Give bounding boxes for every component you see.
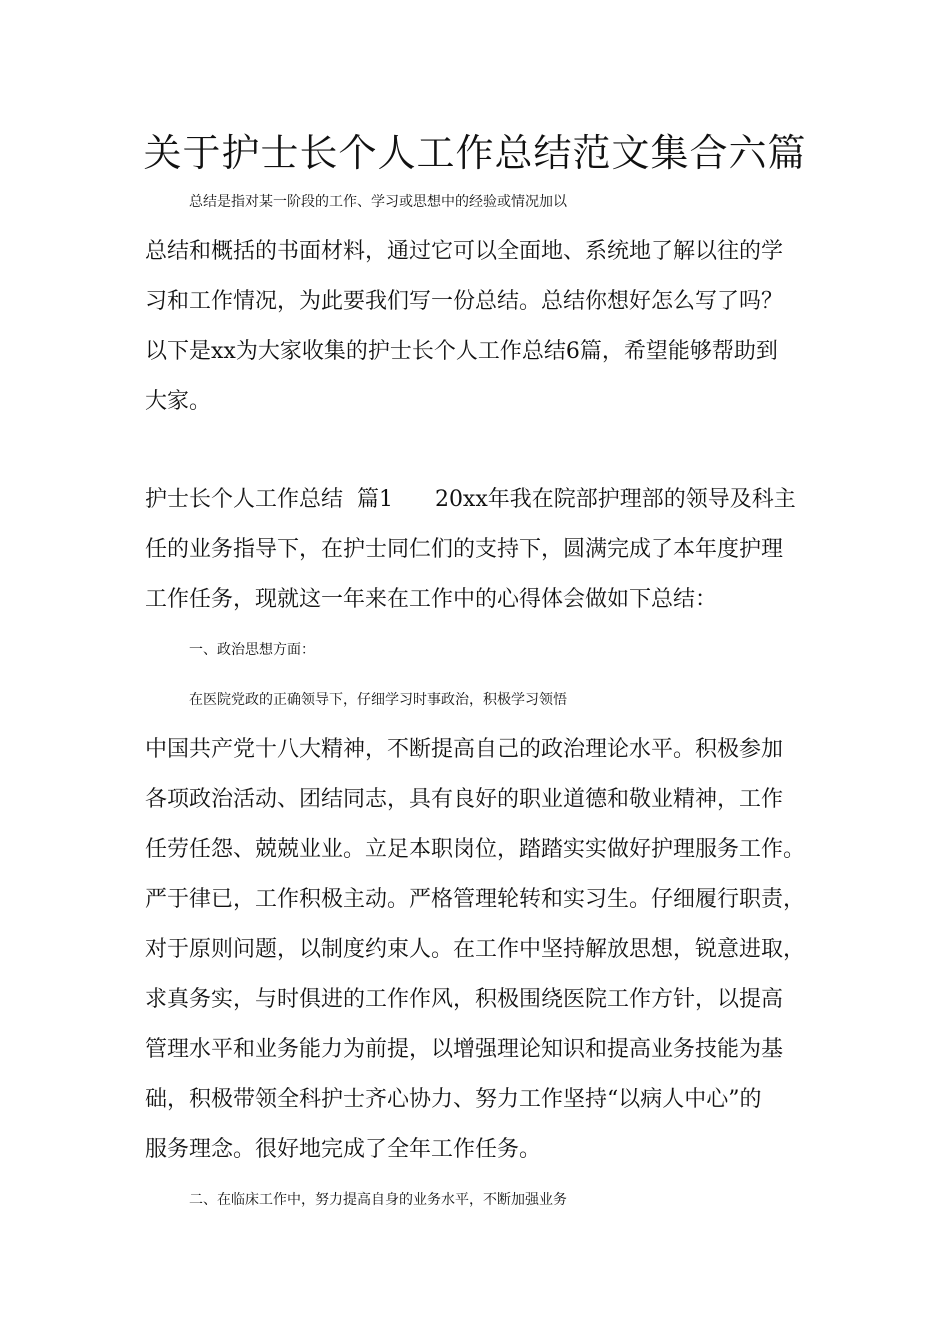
paragraph-line: 总结和概括的书面材料，通过它可以全面地、系统地了解以往的学 [145, 239, 784, 264]
paragraph-line: 大家。 [145, 389, 212, 414]
subheading-line: 一、政治思想方面： [189, 642, 315, 658]
paragraph-line: 习和工作情况，为此要我们写一份总结。总结你想好怎么写了吗？ [145, 289, 784, 314]
paragraph-line: 任劳任怨、兢兢业业。立足本职岗位，踏踏实实做好护理服务工作。 [145, 837, 806, 862]
paragraph-line: 中国共产党十八大精神，不断提高自己的政治理论水平。积极参加 [145, 737, 784, 762]
paragraph-line: 严于律已，工作积极主动。严格管理轮转和实习生。仔细履行职责， [145, 887, 806, 912]
paragraph-line: 任的业务指导下，在护士同仁们的支持下，圆满完成了本年度护理 [145, 537, 784, 562]
section-heading-line: 护士长个人工作总结 篇1 20xx年我在院部护理部的领导及科主 [145, 487, 796, 512]
paragraph-line: 各项政治活动、团结同志，具有良好的职业道德和敬业精神，工作 [145, 787, 784, 812]
paragraph-line: 服务理念。很好地完成了全年工作任务。 [145, 1137, 542, 1162]
paragraph-line: 础，积极带领全科护士齐心协力、努力工作坚持“以病人中心”的 [145, 1087, 762, 1112]
paragraph-line: 求真务实，与时俱进的工作作风，积极围绕医院工作方针，以提高 [145, 987, 784, 1012]
paragraph-line: 在医院党政的正确领导下，仔细学习时事政治，积极学习领悟 [189, 692, 567, 708]
paragraph-line: 对于原则问题，以制度约束人。在工作中坚持解放思想，锐意进取， [145, 937, 806, 962]
paragraph-line: 以下是xx为大家收集的护士长个人工作总结6篇，希望能够帮助到 [145, 339, 778, 364]
paragraph-line: 管理水平和业务能力为前提，以增强理论知识和提高业务技能为基 [145, 1037, 784, 1062]
document-title: 关于护士长个人工作总结范文集合六篇 [143, 131, 807, 175]
paragraph-line: 总结是指对某一阶段的工作、学习或思想中的经验或情况加以 [189, 194, 567, 210]
paragraph-line: 工作任务，现就这一年来在工作中的心得体会做如下总结： [145, 587, 718, 612]
subheading-line: 二、在临床工作中，努力提高自身的业务水平，不断加强业务 [189, 1192, 567, 1208]
